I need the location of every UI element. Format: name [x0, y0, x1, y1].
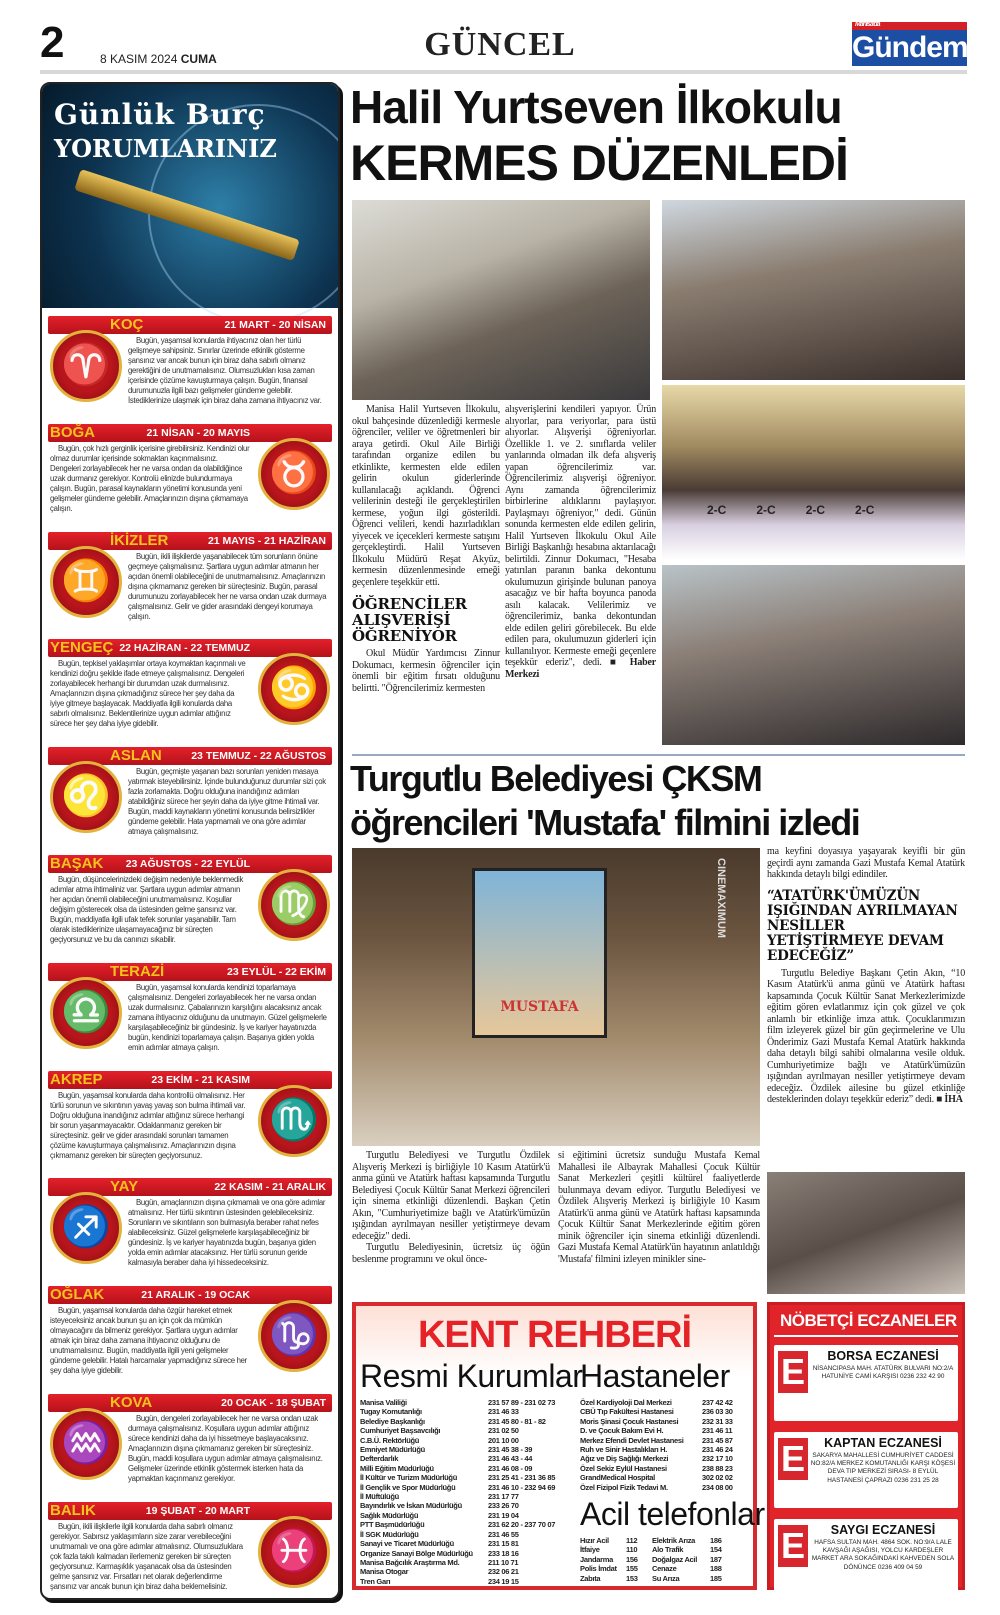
directory-cell: 186 [710, 1536, 722, 1545]
directory-row [580, 1454, 748, 1463]
directory-cell: Hızır Acil [580, 1536, 609, 1545]
sign-text: Bugün, tepkisel yaklaşımlar ortaya koymaktan kaçınmalı ve kendinizi doğru şekilde ifade etmeye çalışmalısınız. Dengeleri zorlayabilecek herhangi bir durumdan uzak durmalısınız. Amaçlarınızın dışına çıkmadığınız sürece her şey daha da iyiye gitmeye başlayacak. Maddiyatla ilgili konularda daha sabırlı olmalısınız. Beklentilerinize uygun adımlar attığınız sürece her şey daha iyiye gidebilir. [50, 659, 246, 729]
hospitals-title: Hastaneler [580, 1358, 730, 1394]
directory-cell: 112 [626, 1536, 638, 1545]
directory-cell: 231 45 38 - 39 [488, 1445, 533, 1455]
article1-column-2 [505, 404, 656, 680]
zodiac-sign-5 [42, 847, 338, 955]
zodiac-symbol-icon: ♌ [50, 761, 122, 833]
zodiac-symbol-icon: ♍ [258, 869, 330, 941]
official-institutions-title: Resmi Kurumlar [360, 1358, 583, 1394]
directory-row [360, 1454, 576, 1463]
sign-text: Bugün, yaşamsal konularda daha kontrollü olmalısınız. Her türlü sorunun ve sıkıntının yavaş yavaş son bulma ihtimali var. Doğru olduğuna inandığınız adımlar attığınız sürece herhangi bir sorun yaşanmayacaktır. Odaklanmanız gereken bir süreçtesiniz. gelir ve gider arasındaki sorunları tamamen çözüme kavuşturmaya çalışmalısınız. Amaçlarınızın dışına çıkmamanız gereken bir süreçten geçiyorsunuz. [50, 1090, 246, 1160]
directory-cell: 231 15 81 [488, 1539, 519, 1549]
directory-cell: 231 46 55 [488, 1529, 519, 1539]
directory-row [580, 1555, 728, 1564]
directory-cell: Cenaze [652, 1564, 677, 1574]
zodiac-symbol-icon: ♎ [50, 977, 122, 1049]
directory-cell: İl Müftülüğü [360, 1492, 399, 1502]
sign-dates: 21 MART - 20 NİSAN [224, 319, 326, 331]
zodiac-sign-1 [42, 416, 338, 524]
directory-cell: Belediye Başkanlığı [360, 1416, 425, 1426]
article2-headline-2: öğrencileri 'Mustafa' filmini izledi [350, 802, 860, 843]
directory-row [360, 1577, 576, 1586]
zodiac-symbol-icon: ♓ [258, 1516, 330, 1588]
directory-cell: 110 [626, 1545, 638, 1555]
directory-cell: Elektrik Arıza [652, 1536, 696, 1545]
directory-row [580, 1407, 748, 1416]
directory-cell: 153 [626, 1573, 638, 1583]
emergency-title: Acil telefonlar [580, 1496, 765, 1532]
directory-cell: 234 19 15 [488, 1576, 519, 1586]
zodiac-symbol-icon: ♋ [258, 653, 330, 725]
directory-row [580, 1436, 748, 1445]
article2-paragraph: Turgutlu Belediyesinin, ücretsiz üç öğün beslenme programını ve okul önce- [352, 1242, 550, 1265]
directory-cell: Özel Fizipol Fizik Tedavi M. [580, 1482, 668, 1492]
directory-row [360, 1492, 576, 1501]
directory-cell: Özel Kardiyoloji Dal Merkezi [580, 1398, 672, 1407]
sign-text: Bugün, yaşamsal konularda daha özgür hareket etmek isteyeceksiniz ancak bunun şu an için çok da mümkün olmayacağını da bilmeniz gerekiyor. Şartlara uygun adımlar atmak için biraz daha zamana ihtiyacınız olduğunu de unutmamalısınız. Bugün, maddiyatla ilgili yeni gelişmeler gündeme gelebilir. Hatalı harcamalar yapmadığınız sürece her şey daha iyiye gidebilir. [50, 1306, 247, 1376]
sign-text: Bugün, ikili ilişkilerle ilgili konularda daha sabırlı olmanız gerekiyor. Sabırsız yaklaşımların size zarar verebileceğini unutmamalı ve ona göre adımlar atmalısınız. Olumsuzluklara çok fazla takılı kalmadan ilerlemeniz gereken bir süreçten geçiyorsunuz. Karmaşıklık yaşanacak olsa da üstesinden gelme şansınız var. Fırsatları net olarak değerlendirme şansınız var ancak bunun için biraz daha beklemelisiniz. [50, 1521, 243, 1591]
directory-row [580, 1398, 748, 1407]
directory-cell: İl SGK Müdürlüğü [360, 1529, 419, 1539]
sign-name: BAŞAK [50, 854, 104, 872]
zodiac-sign-11 [42, 1494, 338, 1600]
horoscope-title-1: Günlük Burç [54, 98, 266, 131]
directory-cell: Sağlık Müdürlüğü [360, 1510, 419, 1520]
directory-row [360, 1520, 576, 1529]
directory-row [360, 1558, 576, 1567]
zodiac-symbol-icon: ♊ [50, 546, 122, 618]
directory-cell: 231 17 77 [488, 1492, 519, 1502]
pharmacy-name: KAPTAN ECZANESİ [824, 1436, 942, 1450]
article2-subhead: “ATATÜRK'ÜMÜZÜN IŞIĞINDAN AYRILMAYAN NESİLLER YETİŞTİRMEYE DEVAM EDECEĞİZ” [767, 887, 958, 964]
sign-dates: 20 OCAK - 18 ŞUBAT [221, 1396, 326, 1409]
zodiac-sign-0 [42, 308, 338, 416]
article2-paragraph: Turgutlu Belediye Başkanı Çetin Akın, “10 Kasım Atatürk'ü anma günü ve Atatürk haftası kapsamında Çocuk Kültür Sanat Merkezlerimizde eğitim gören evlatlarımız için çok güzel ve çok anlamlı bir etkinliğe imza attık. Çocuklarımızın film izleyerek güzel bir gün geçirmelerine ve Ulu Önderimiz Gazi Mustafa Kemal Atatürk hakkında daha detaylı bilgi sahibi olmalarına vesile olduk. Cumhuriyetimize bağlı ve Atatürk'ümüzün ışığından ayrılmayan nesiller yetiştirmeye devam edeceğiz. Özdilek ailesine bu güzel etkinliğe desteklerinden dolayı teşekkür ederiz” dedi. [767, 967, 965, 1105]
article2-column-2 [558, 1150, 760, 1265]
directory-row [580, 1464, 748, 1473]
table-label-sign: 2-C [707, 503, 727, 517]
directory-cell: PTT Başmüdürlüğü [360, 1520, 425, 1530]
zodiac-symbol-icon: ♈ [50, 330, 122, 402]
article1-paragraph: Manisa Halil Yurtseven İlkokulu, okul bahçesinde düzenlediği kermesle öğrenciler, veliler ve öğretmenleri bir araya getirdi. Okul Aile Birliği tarafından organize edilen bu etkinlikte, kermesten elde edilen gelirin okulun giderlerinde kullanılacağı açıklandı. Öğrenci velilerinin desteği ile gerçekleştirilen kermese, yoğun ilgi gösterildi. Öğrenci velileri, kendi hazırladıkları yiyecek ve içecekleri kermeste satışını gerçekleştirdi. Halil Yurtseven İlkokulu Müdürü Reşat Akyüz, kermesin düzenlenmesinde emeği geçenlere teşekkür etti. [352, 404, 500, 588]
directory-cell: 188 [710, 1564, 722, 1574]
sign-text: Bugün, düşüncelerinizdeki değişim nedeniyle beklenmedik adımlar atma ihtimaliniz var. Şartlara uygun adımlar atmanın her açıdan önemli olabileceğini unutmamalısınız. Koşullar değişim gösterecek olsa da üstesinden gelme şansınız var. Bugün, maddiyatla ilgili ufak tefek sorunlar yaşanabilir. Tam olarak istediklerinize ulaşamayacağınız bir süreçten geçiyorsunuz ve bu da canınızı sıkabilir. [50, 874, 244, 944]
directory-row [360, 1483, 576, 1492]
directory-cell: 185 [710, 1573, 722, 1583]
directory-row [360, 1464, 576, 1473]
directory-cell: 238 88 23 [702, 1463, 733, 1473]
directory-cell: 231 46 10 - 232 94 69 [488, 1482, 556, 1492]
pharmacy-name: BORSA ECZANESİ [827, 1349, 939, 1363]
sign-name: İKİZLER [110, 531, 169, 549]
logo-top: Manisa'da [855, 21, 880, 28]
directory-cell: Merkez Efendi Devlet Hastanesi [580, 1435, 684, 1445]
directory-row [360, 1473, 576, 1482]
sign-name: KOVA [110, 1393, 153, 1411]
pharmacy-card [774, 1519, 958, 1595]
sign-text: Bugün, amaçlarınızın dışına çıkmamalı ve ona göre adımlar atmalısınız. Her türlü sıkıntının üstesinden gelebileceksiniz. Sorunların ve sıkıntıların son bulmasıyla beraber rahat nefes alabileceksiniz. Güzel gelişmelerle karşılaşabileceğiniz bir gündesiniz. İş ve kariyer hayatınızda bugün, başarıya giden yolda emin adımlar atacaksınız. Her türlü sorunun geride kalmasıyla beraber daha iyi hissedeceksiniz. [128, 1198, 326, 1268]
directory-row [360, 1539, 576, 1548]
article2-paragraph: si eğitimini ücretsiz sunduğu Mustafa Kemal Mahallesi ile Albayrak Mahallesi Çocuk Kültür Sanat Merkezleri çeşitli kültürel faaliyetlerde bulunmaya devam ediyor. Turgutlu Belediyesi ve Özdilek Alışveriş Merkezi iş birliğiyle 10 Kasım Atatürk'ü anma günü ve Atatürk haftası kapsamında Çocuk Kültür Sanat Merkezlerinde eğitim gören minik öğrenciler için sinema etkinliği düzenlendi. Gazi Mustafa Kemal Atatürk'ün hayatının anlatıldığı 'Mustafa' filmini izleyen minikler sine- [558, 1150, 760, 1265]
directory-row [580, 1445, 748, 1454]
zodiac-sign-6 [42, 955, 338, 1063]
sign-text: Bugün, çok hızlı gerginlik içerisine girebilirsiniz. Kendinizi olur olmaz durumlar içerisinde sokmaktan kaçınmalısınız. Dengeleri zorlayabilecek her ne varsa ondan da olabildiğince uzak durmanız gerekiyor. Kontrolü elinizde bulundurmaya çalışın. Bugün, parasal kaynakların yönetimi konusunda yeni gelişmeler gündeme gelebilir. Amaçlarınızın dışına çıkmamaya çalışın. [50, 443, 250, 513]
directory-cell: Milli Eğitim Müdürlüğü [360, 1463, 434, 1473]
article1-paragraph: Okul Müdür Yardımcısı Zinnur Dokumacı, kermesin öğrenciler için önemli bir eğitim fırsatı olduğunu belirtti. "Öğrencilerimiz kermesten [352, 648, 500, 694]
directory-cell: 187 [710, 1554, 722, 1564]
page-number: 2 [40, 18, 65, 67]
directory-row [360, 1417, 576, 1426]
directory-cell: Manisa Otogar [360, 1567, 409, 1577]
table-label-sign: 2-C [805, 503, 826, 517]
directory-row [360, 1567, 576, 1576]
zodiac-sign-7 [42, 1063, 338, 1171]
logo-text: Gündem [852, 31, 968, 64]
directory-cell: Polis İmdat [580, 1564, 617, 1574]
directory-row [360, 1549, 576, 1558]
pharmacy-address: SAKARYA MAHALLESİ CUMHURİYET CADDESİ NO:82/A MERKEZ KOMUTANLIĞI KARŞI KÖŞESİ DEVA TIP MERKEZİ SIRASI- 8 EYLÜL HASTANESİ ÇAPRAZI 0236 231 25 28 [810, 1452, 956, 1484]
article1-headline-1: Halil Yurtseven İlkokulu [350, 81, 842, 133]
sign-dates: 21 ARALIK - 19 OCAK [141, 1289, 250, 1302]
directory-cell: Defterdarlık [360, 1454, 399, 1464]
directory-cell: 155 [626, 1564, 638, 1574]
pharmacies-panel [767, 1302, 965, 1590]
directory-row [360, 1407, 576, 1416]
section-title: GÜNCEL [424, 26, 576, 63]
sign-dates: 23 AĞUSTOS - 22 EYLÜL [125, 857, 250, 870]
newspaper-logo [852, 22, 967, 66]
directory-row [580, 1483, 748, 1492]
sign-dates: 22 KASIM - 21 ARALIK [214, 1181, 326, 1194]
directory-row [580, 1417, 748, 1426]
sign-name: TERAZİ [110, 962, 165, 980]
pharmacy-e-icon: E [778, 1438, 808, 1480]
sign-list [42, 308, 338, 1600]
directory-cell: 232 17 10 [702, 1454, 733, 1464]
city-guide [352, 1302, 765, 1590]
sign-text: Bugün, yaşamsal konularda ihtiyacınız olan her türlü gelişmeye sahipsiniz. Sınırlar üzerinde etkinlik gösterme şansınız var ancak bunun için biraz daha sabırlı olmanız gerektiğini de unutmamalısınız. Olumsuzlukları kısa zaman içerisinde çözüme kavuşturmaya çalışın. Bugün, finansal durumunuzla ilgili bazı gelişmeler gündeme gelebilir. İstediklerinize ulaşmak için biraz daha zamana ihtiyacınız var. [128, 336, 322, 405]
table-label-sign: 2-C [756, 503, 776, 517]
directory-cell: Ağız ve Diş Sağlığı Merkezi [580, 1454, 669, 1464]
directory-cell: 232 31 33 [702, 1416, 733, 1426]
pharmacy-address: NİSANCIPASA MAH. ATATÜRK BULVARI NO:2/A HATUNİYE CAMİ KARŞISI 0236 232 42 90 [812, 1365, 954, 1381]
directory-row [360, 1436, 576, 1445]
article1-headline-2: KERMES DÜZENLEDİ [350, 135, 848, 191]
directory-row [580, 1574, 728, 1583]
directory-cell: Emniyet Müdürlüğü [360, 1445, 425, 1455]
horoscope-panel [40, 82, 340, 1600]
directory-cell: 211 10 71 [488, 1557, 519, 1567]
directory-cell: 233 18 16 [488, 1548, 519, 1558]
directory-cell: İl Gençlik ve Spor Müdürlüğü [360, 1482, 456, 1492]
sign-name: YAY [110, 1178, 139, 1196]
directory-cell: 231 45 80 - 81 - 82 [488, 1416, 546, 1426]
directory-cell: Manisa Valiliği [360, 1398, 407, 1407]
sign-text: Bugün, yaşamsal konularda kendinizi toparlamaya çalışmalısınız. Dengeleri zorlayabilecek her ne varsa ondan uzak durmalısınız. Çabalarınızın karşılığını alacaksınız ancak zamana ihtiyacınız olduğunu da unutmayın. Güzel gelişmelerle karşılaşabileceğiniz bir gündesiniz. İş ve kariyer hayatınızda bugün, kendinizi toparlamaya çalışın. Başarıya giden yolda emin adımlar atmaya çalışın. [128, 982, 327, 1052]
directory-row [360, 1511, 576, 1520]
zodiac-sign-2 [42, 524, 338, 632]
directory-row [580, 1536, 728, 1545]
directory-row [580, 1473, 748, 1482]
horoscope-banner [42, 84, 338, 308]
directory-row [580, 1545, 728, 1554]
directory-cell: Zabıta [580, 1573, 601, 1583]
pharmacy-name: SAYGI ECZANESİ [830, 1523, 936, 1537]
directory-cell: Cumhuriyet Başsavcılığı [360, 1426, 441, 1436]
directory-cell: Doğalgaz Acil [652, 1554, 697, 1564]
directory-row [360, 1398, 576, 1407]
directory-cell: 232 06 21 [488, 1567, 519, 1577]
sign-dates: 23 EKİM - 21 KASIM [151, 1073, 250, 1086]
article-divider [352, 754, 965, 756]
sign-dates: 21 NİSAN - 20 MAYIS [146, 426, 250, 439]
directory-cell: 233 26 70 [488, 1501, 519, 1511]
directory-cell: Organize Sanayi Bölge Müdürlüğü [360, 1548, 473, 1558]
header-rule [40, 70, 967, 74]
kermes-photo-4 [662, 565, 965, 745]
table-label-sign: 2-C [855, 503, 875, 517]
sign-name: KOÇ [110, 316, 144, 333]
zodiac-symbol-icon: ♐ [50, 1192, 122, 1264]
zodiac-symbol-icon: ♒ [50, 1408, 122, 1480]
pharmacy-e-icon: E [778, 1351, 808, 1393]
zodiac-sign-4 [42, 739, 338, 847]
directory-cell: D. ve Çocuk Bakım Evi H. [580, 1426, 664, 1436]
pharmacies-title: NÖBETÇİ ECZANELER [774, 1305, 958, 1337]
directory-cell: GrandMedical Hospital [580, 1473, 655, 1483]
city-guide-title: KENT REHBERİ [417, 1314, 692, 1356]
directory-cell: Sanayi ve Ticaret Müdürlüğü [360, 1539, 454, 1549]
sign-dates: 23 TEMMUZ - 22 AĞUSTOS [191, 750, 326, 763]
pharmacy-card [774, 1432, 958, 1508]
directory-cell: 237 42 42 [702, 1398, 733, 1407]
sign-dates: 19 ŞUBAT - 20 MART [145, 1504, 250, 1517]
directory-cell: 231 46 43 - 44 [488, 1454, 533, 1464]
kermes-photo-3 [662, 385, 965, 560]
sign-name: YENGEÇ [50, 639, 114, 657]
directory-cell: 231 62 20 - 237 70 07 [488, 1520, 556, 1530]
sign-text: Bugün, ikili ilişkilerde yaşanabilecek tüm sorunların önüne geçmeye çalışmalısınız. Şartlara uygun adımlar atmanın her açıdan önemli olabileceğini de unutmamalısınız. Amaçlarınızın dışına çıkmamanız gereken bir süreçtesiniz. Bugün, parasal durumunuzu zorlayabilecek her ne varsa ondan uzak durmaya çalışmalısınız. Gelir ve gider arasındaki dengeyi korumaya çalışın. [128, 551, 327, 621]
directory-row [580, 1426, 748, 1435]
directory-cell: C.B.Ü. Rektörlüğü [360, 1435, 420, 1445]
directory-cell: Jandarma [580, 1554, 614, 1564]
directory-cell: CBÜ Tıp Fakültesi Hastanesi [580, 1407, 674, 1417]
day-text: CUMA [180, 52, 217, 66]
article2-headline-1: Turgutlu Belediyesi ÇKSM [350, 758, 762, 799]
directory-cell: 236 03 30 [702, 1407, 733, 1417]
pharmacy-address: HAFSA SULTAN MAH. 4864 SOK. NO:9/A LALE KAVŞAĞI AŞAĞISI, YOLCU KARDEŞLER MARKET ARA SOKAĞINDAKİ KAHVEDEN SOLA DÖNÜNCE 0236 409 04 59 [811, 1539, 955, 1571]
directory-cell: Moris Şinasi Çocuk Hastanesi [580, 1416, 679, 1426]
article2-paragraph: ma keyfini doyasıya yaşayarak keyifli bir gün geçirdi aynı zamanda Gazi Mustafa Kemal Atatürk hakkında detaylı bilgi edindiler. [767, 846, 965, 880]
cinema-photo [352, 848, 760, 1146]
article1-column-1 [352, 404, 500, 694]
directory-cell: 302 02 02 [702, 1473, 733, 1483]
directory-cell: 231 57 89 - 231 02 73 [488, 1398, 556, 1407]
directory-row [580, 1564, 728, 1573]
directory-row [360, 1530, 576, 1539]
horoscope-title-2: YORUMLARINIZ [54, 134, 277, 163]
article2-byline: ■ İHA [936, 1094, 963, 1105]
sign-text: Bugün, geçmişte yaşanan bazı sorunları yeniden masaya yatırmak isteyebilirsiniz. İçinde bulunduğunuz durumlar sizi çok fazla zorlamakta. Doğru olduğuna inandığınız adımları atabildiğiniz sürece her şeyin daha da iyiye gitme ihtimali var. Bugün, maddi kaynakların yönetimi konusunda belirsizlikler gündeme gelebilir. Hata yapmamalı ve ona göre adımlar atmaya çalışmalısınız. [128, 767, 326, 837]
kermes-photo-2 [662, 200, 965, 380]
directory-cell: 156 [626, 1554, 638, 1564]
article2-paragraph: Turgutlu Belediyesi ve Turgutlu Özdilek Alışveriş Merkezi iş birliğiyle 10 Kasım Atatürk'ü anma günü ve Atatürk haftası kapsamında Turgutlu Belediyesi Çocuk Kültür Sanat Merkezi öğrencileri için sinema etkinliği düzenlendi. Başkan Çetin Akın, "Cumhuriyetimize bağlı ve Atatürk'ümüzün ışığından ayrılmayan nesiller yetiştirmeye devam edeceğiz" dedi. [352, 1150, 550, 1242]
directory-cell: 201 10 00 [488, 1435, 519, 1445]
directory-cell: Özel Sekiz Eylül Hastanesi [580, 1463, 667, 1473]
directory-cell: Tren Garı [360, 1576, 391, 1586]
directory-cell: Manisa Bağcılık Araştırma Md. [360, 1557, 460, 1567]
directory-cell: 231 45 87 [702, 1435, 733, 1445]
sign-name: OĞLAK [50, 1286, 105, 1304]
zodiac-sign-8 [42, 1170, 338, 1278]
pharmacy-e-icon: E [778, 1525, 808, 1567]
directory-cell: 231 25 41 - 231 36 85 [488, 1473, 556, 1483]
article1-paragraph: alışverişlerini kendileri yapıyor. Ürün alıyorlar, para veriyorlar, para üstü alıyorlar. Alışverişi öğreniyorlar. Özellikle 1. ve 2. sınıflarda veliler yanlarında olmadan ilk defa alışveriş yapan öğrencilerimiz var. Öğrencilerimiz alışverişi öğreniyor. Aynı zamanda öğrencilerimiz birbirlerine aldıklarını paylaşıyor. Paylaşmayı öğreniyor," dedi. Günün sonunda kermesten elde edilen gelirin, Halil Yurtseven İlkokulu Okul Aile Birliği Başkanlığı hesabına aktarılacağı belirtildi. Zinnur Dokumacı, "Hesaba yatırılan paranın banka dekontunu okulumuzun girişinde bulunan panoya asacağız ve bir hafta boyunca panoda asılı kalacak. Velilerimiz ve öğrencilerimiz, banka dekontundan elde edilen geliri görebilecek. Bu elde edilen para, okulumuzun giderleri için kullanılıyor. Kermeste emeği geçenlere teşekkür ederiz", dedi. [505, 404, 656, 668]
directory-row [360, 1426, 576, 1435]
article1-byline: ■ Haber Merkezi [505, 657, 656, 680]
directory-cell: Ruh ve Sinir Hastalıkları H. [580, 1445, 668, 1455]
article1-subhead: ÖĞRENCİLER ALIŞVERİŞİ ÖĞRENİYOR [352, 595, 467, 645]
directory-cell: Tugay Komutanlığı [360, 1407, 422, 1417]
directory-cell: 231 46 33 [488, 1407, 519, 1417]
sign-name: BOĞA [50, 423, 95, 441]
kermes-photo-1 [352, 200, 650, 400]
directory-cell: 154 [710, 1545, 722, 1555]
directory-cell: 231 02 50 [488, 1426, 519, 1436]
sign-dates: 22 HAZİRAN - 22 TEMMUZ [119, 642, 250, 655]
directory-cell: 231 19 04 [488, 1510, 519, 1520]
zodiac-sign-3 [42, 631, 338, 739]
directory-cell: 231 46 08 - 09 [488, 1463, 533, 1473]
zodiac-symbol-icon: ♉ [258, 438, 330, 510]
sign-name: AKREP [50, 1070, 103, 1088]
children-cinema-photo [767, 1172, 965, 1294]
movie-poster [472, 868, 607, 1038]
directory-cell: Su Arıza [652, 1573, 680, 1583]
zodiac-sign-10 [42, 1386, 338, 1494]
directory-row [360, 1501, 576, 1510]
sign-name: ASLAN [110, 747, 162, 765]
pharmacy-card [774, 1345, 958, 1421]
directory-cell: Bayındırlık ve İskan Müdürlüğü [360, 1501, 462, 1511]
poster-title: MUSTAFA [500, 999, 579, 1015]
directory-cell: İtfaiye [580, 1545, 600, 1555]
directory-cell: 231 46 11 [702, 1426, 733, 1436]
zodiac-symbol-icon: ♏ [258, 1085, 330, 1157]
cinema-sign: CINEMAXIMUM [715, 858, 727, 939]
date-text: 8 KASIM 2024 [100, 52, 178, 66]
zodiac-sign-9 [42, 1278, 338, 1386]
sign-text: Bugün, dengeleri zorlayabilecek her ne varsa ondan uzak durmaya çalışmalısınız. Koşullara uygun adımlar attığınız sürece kendinizi daha da iyi hissetmeye başlayacaksınız. Amaçlarınızın dışına çıkmamanız gereken bir süreçtesiniz. Bugün, maddi koşullara uygun adımlar atmaya çalışmalısınız. Gelişmeler üzerinde etkinlik göstermek isterken hata da yapmaktan kaçınmanız gerekiyor. [128, 1413, 323, 1483]
article2-column-3 [767, 846, 965, 1106]
article2-column-1 [352, 1150, 550, 1265]
sign-dates: 21 MAYIS - 21 HAZİRAN [207, 534, 326, 547]
directory-cell: İl Kültür ve Turizm Müdürlüğü [360, 1473, 457, 1483]
directory-cell: 234 08 00 [702, 1482, 733, 1492]
zodiac-symbol-icon: ♑ [258, 1300, 330, 1372]
directory-cell: Alo Trafik [652, 1545, 684, 1555]
directory-row [360, 1445, 576, 1454]
sign-name: BALIK [50, 1501, 96, 1519]
directory-cell: 231 46 24 [702, 1445, 733, 1455]
sign-dates: 23 EYLÜL - 22 EKİM [226, 965, 326, 978]
